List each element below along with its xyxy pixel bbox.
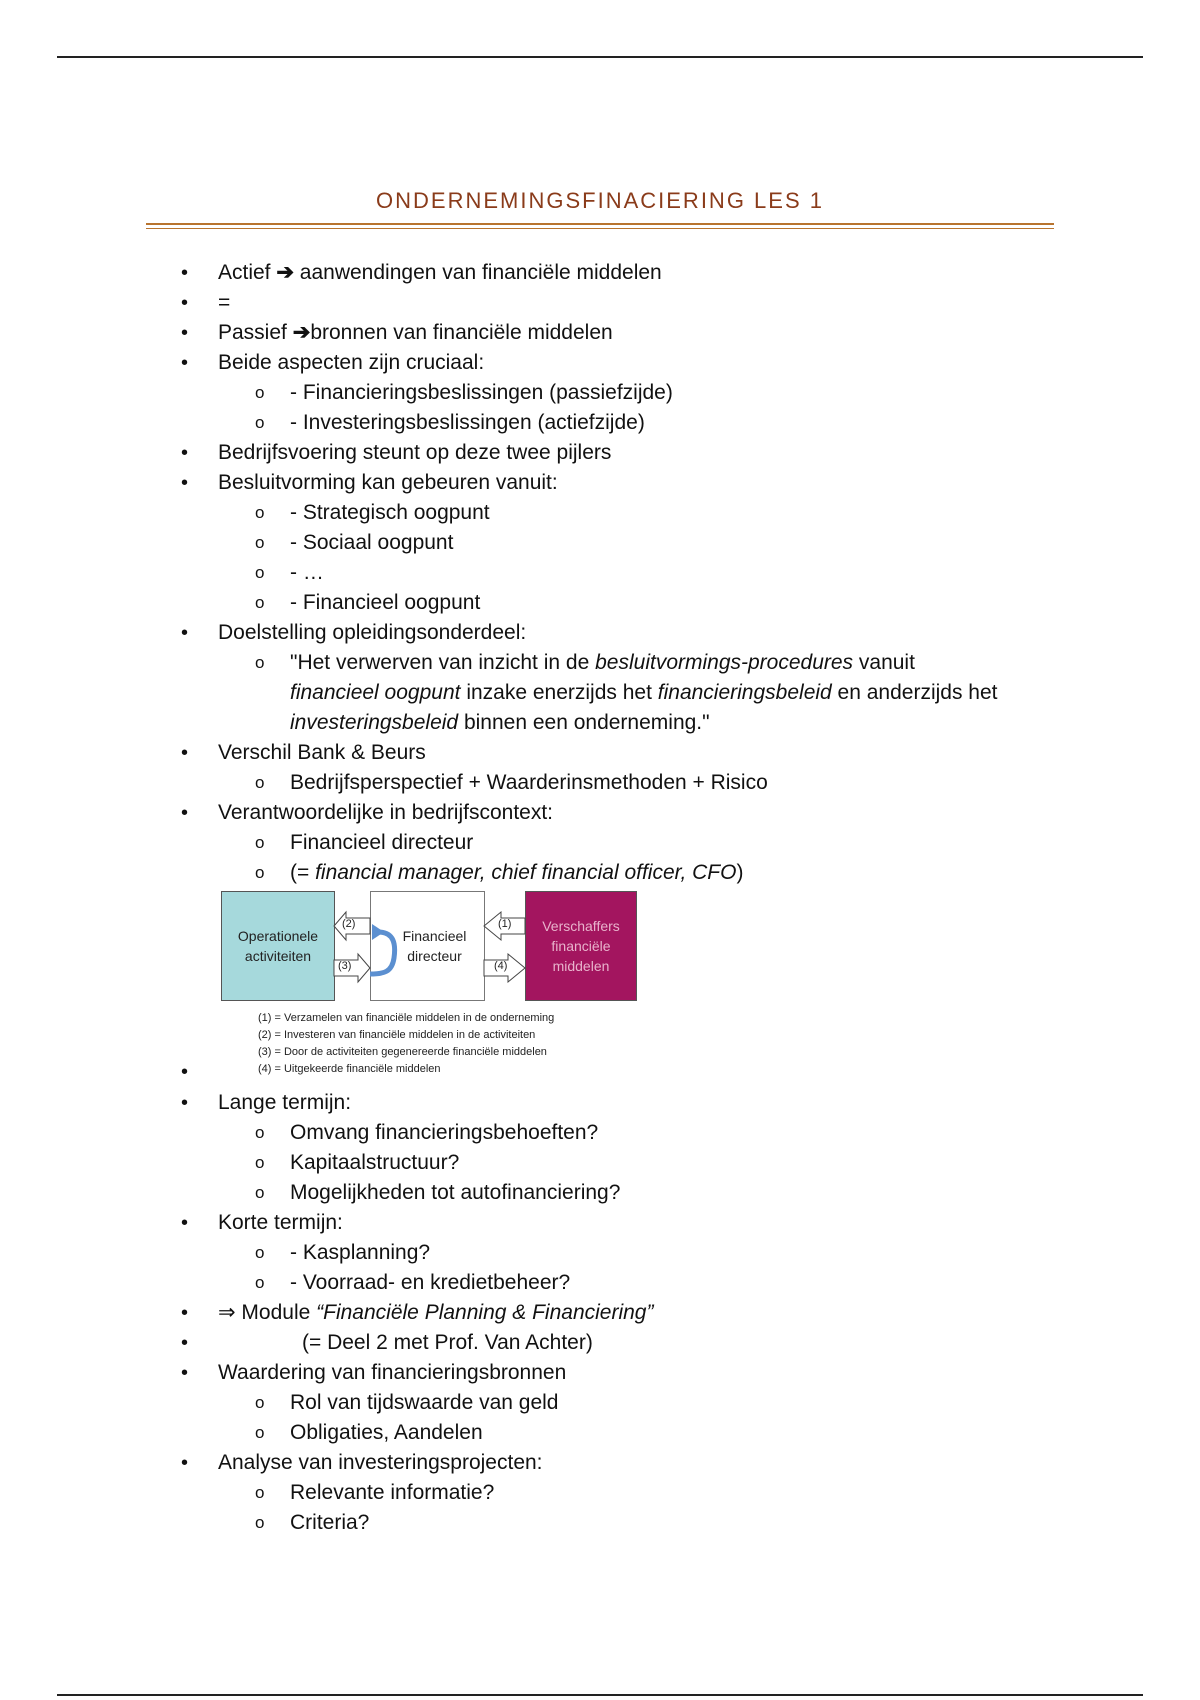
document-body [0,258,1200,1538]
sub-list-item: o - … [255,561,324,584]
arrow-label-2: (2) [342,918,356,930]
list-item: • (= Deel 2 met Prof. Van Achter) [181,1331,593,1354]
operational-activities-box: Operationele activiteiten [221,891,335,1001]
sub-list-item: o Rol van tijdswaarde van geld [255,1391,559,1414]
footer-rule [57,1694,1143,1696]
arrow-label-4: (4) [494,960,508,972]
list-item: • Waardering van financieringsbronnen [181,1361,567,1384]
sub-list-item: o - Voorraad- en kredietbeheer? [255,1271,571,1294]
sub-list-item: o - Investeringsbeslissingen (actiefzijde) [255,411,645,434]
sub-list-item: o - Strategisch oogpunt [255,501,490,524]
list-item: • Besluitvorming kan gebeuren vanuit: [181,471,558,494]
page-title: ONDERNEMINGSFINACIERING LES 1 [376,188,824,213]
list-item: • Bedrijfsvoering steunt op deze twee pijlers [181,441,612,464]
sub-list-item: o Relevante informatie? [255,1481,495,1504]
legend-item: (3) = Door de activiteiten gegenereerde financiële middelen [258,1046,547,1058]
sub-list-item: o Criteria? [255,1511,370,1534]
diagram-legend [258,1010,554,1078]
list-item: • Verschil Bank & Beurs [181,741,426,764]
legend-item: (4) = Uitgekeerde financiële middelen [258,1063,441,1075]
list-item: • Passief ➔bronnen van financiële middelen [181,321,613,344]
sub-list-item: o Mogelijkheden tot autofinanciering? [255,1181,621,1204]
sub-list-item: o (= financial manager, chief financial officer, CFO) [255,861,744,884]
quote-line: o "Het verwerven van inzicht in de besluitvormings-procedures vanuit [255,651,915,674]
list-item: • Verantwoordelijke in bedrijfscontext: [181,801,554,824]
financial-director-box: Financieel directeur [370,891,485,1001]
flow-diagram [218,888,640,1084]
sub-list-item: o Financieel directeur [255,831,474,854]
sub-list-item: o Omvang financieringsbehoeften? [255,1121,599,1144]
sub-list-item: o Kapitaalstructuur? [255,1151,460,1174]
list-item: • Doelstelling opleidingsonderdeel: [181,621,527,644]
sub-list-item: o - Financieringsbeslissingen (passiefzijde) [255,381,673,404]
arrow-label-1: (1) [498,918,512,930]
quote-line: financieel oogpunt inzake enerzijds het financieringsbeleid en anderzijds het [290,681,998,704]
header-rule [57,56,1143,58]
sub-list-item: o Obligaties, Aandelen [255,1421,483,1444]
list-item: • Analyse van investeringsprojecten: [181,1451,543,1474]
legend-item: (2) = Investeren van financiële middelen in de activiteiten [258,1029,536,1041]
list-item: • Korte termijn: [181,1211,343,1234]
flow-arrows [218,888,640,1008]
list-item: • Lange termijn: [181,1091,352,1114]
list-item: • = [181,291,231,314]
list-item: • ⇒ Module “Financiële Planning & Financiering” [181,1301,654,1324]
sub-list-item: o - Sociaal oogpunt [255,531,454,554]
title-underline-thin [146,228,1054,229]
quote-line: investeringsbeleid binnen een onderneming." [290,711,710,734]
sub-list-item: o - Financieel oogpunt [255,591,481,614]
arrow-label-3: (3) [338,960,352,972]
list-item: • Actief ➔ aanwendingen van financiële middelen [181,261,662,284]
list-item: • Beide aspecten zijn cruciaal: [181,351,485,374]
capital-providers-box: Verschaffers financiële middelen [525,891,637,1001]
legend-item: (1) = Verzamelen van financiële middelen in de onderneming [258,1012,555,1024]
sub-list-item: o Bedrijfsperspectief + Waarderinsmethoden + Risico [255,771,768,794]
figure-row [0,888,1200,1088]
sub-list-item: o - Kasplanning? [255,1241,431,1264]
title-underline [146,223,1054,225]
figure-bullet: • [181,1061,189,1083]
